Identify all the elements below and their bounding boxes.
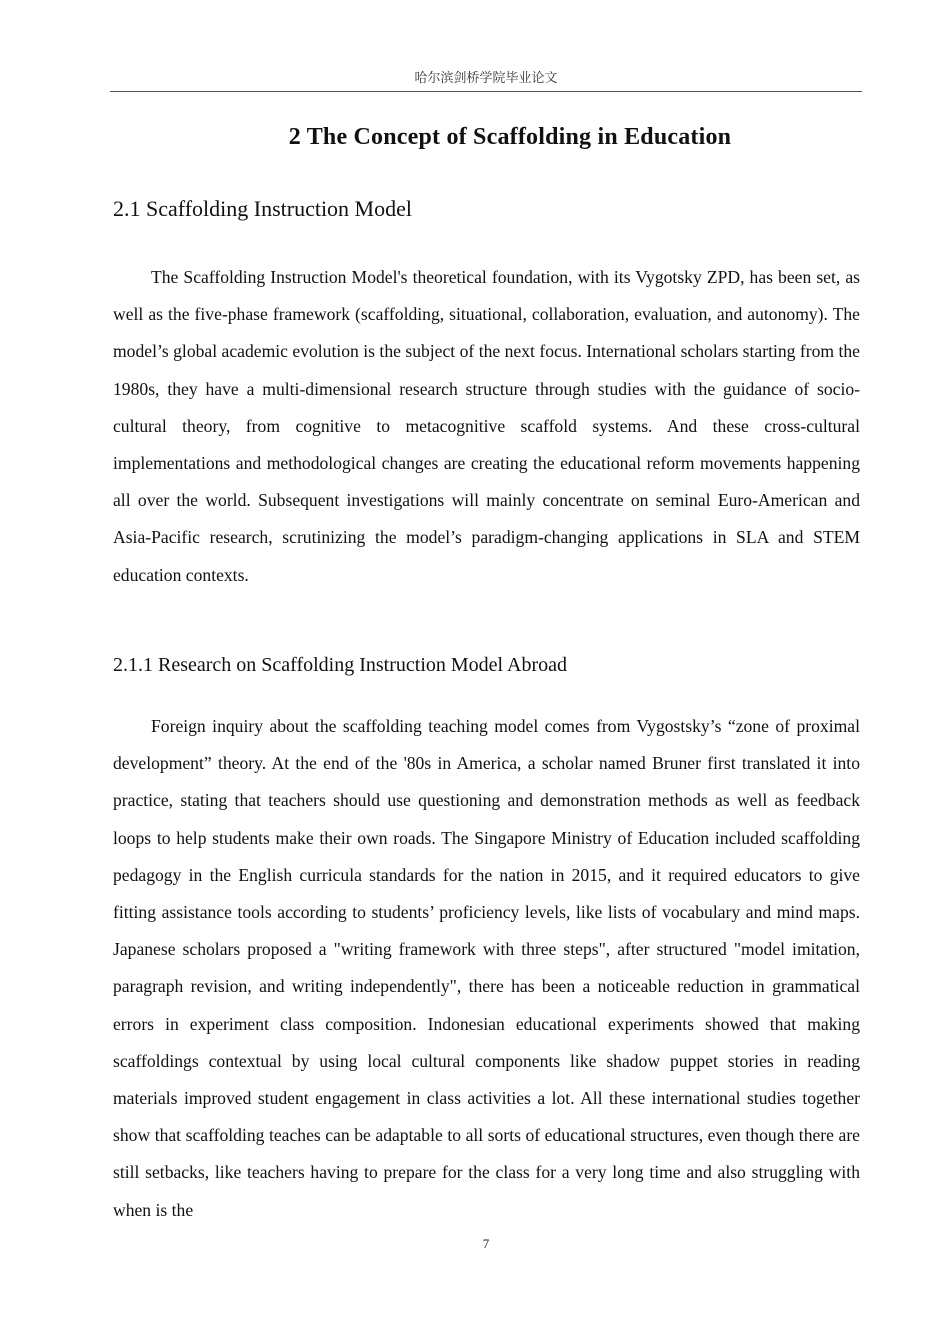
subsection-paragraph: Foreign inquiry about the scaffolding teaching model comes from Vygostsky’s “zone of proximal development” theory. At the end of the '80s in America, a scholar named Bruner first translated it into practice, stating that teachers should use questioning and demonstration methods as well as feedback loops to help students make their own roads. The Singapore Ministry of Education included scaffolding pedagogy in the English curricula standards for the nation in 2015, and it required educators to give fitting assistance tools according to students’ proficiency levels, like lists of vocabulary and mind maps. Japanese scholars proposed a "writing framework with three steps", after structured "model imitation, paragraph revision, and writing independently", there has been a noticeable reduction in grammatical errors in experiment class composition. Indonesian educational experiments showed that making scaffoldings contextual by using local cultural components like shadow puppet stories in reading materials improved student engagement in class activities a lot. All these international studies together show that scaffolding teaches can be adaptable to all sorts of educational structures, even though there are still setbacks, like teachers having to prepare for the class for a very long time and also struggling with when is the bbox=[113, 716, 860, 1220]
section-paragraph: The Scaffolding Instruction Model's theoretical foundation, with its Vygotsky ZPD, has been set, as well as the five-phase framework (scaffolding, situational, collaboration, evaluation, and autonomy). The model’s global academic evolution is the subject of the next focus. International scholars starting from the 1980s, they have a multi-dimensional research structure through studies with the guidance of socio-cultural theory, from cognitive to metacognitive scaffold systems. And these cross-cultural implementations and methodological changes are creating the educational reform movements happening all over the world. Subsequent investigations will mainly concentrate on seminal Euro-American and Asia-Pacific research, scrutinizing the model’s paradigm-changing applications in SLA and STEM education contexts. bbox=[113, 267, 860, 585]
section-title: 2.1 Scaffolding Instruction Model bbox=[113, 196, 412, 221]
chapter-title: 2 The Concept of Scaffolding in Education bbox=[288, 124, 732, 150]
header-divider bbox=[110, 91, 862, 92]
running-header: 哈尔滨剑桥学院毕业论文 bbox=[414, 71, 558, 86]
subsection-title: 2.1.1 Research on Scaffolding Instruction Model Abroad bbox=[113, 654, 567, 676]
page-number: 7 bbox=[482, 1236, 490, 1251]
